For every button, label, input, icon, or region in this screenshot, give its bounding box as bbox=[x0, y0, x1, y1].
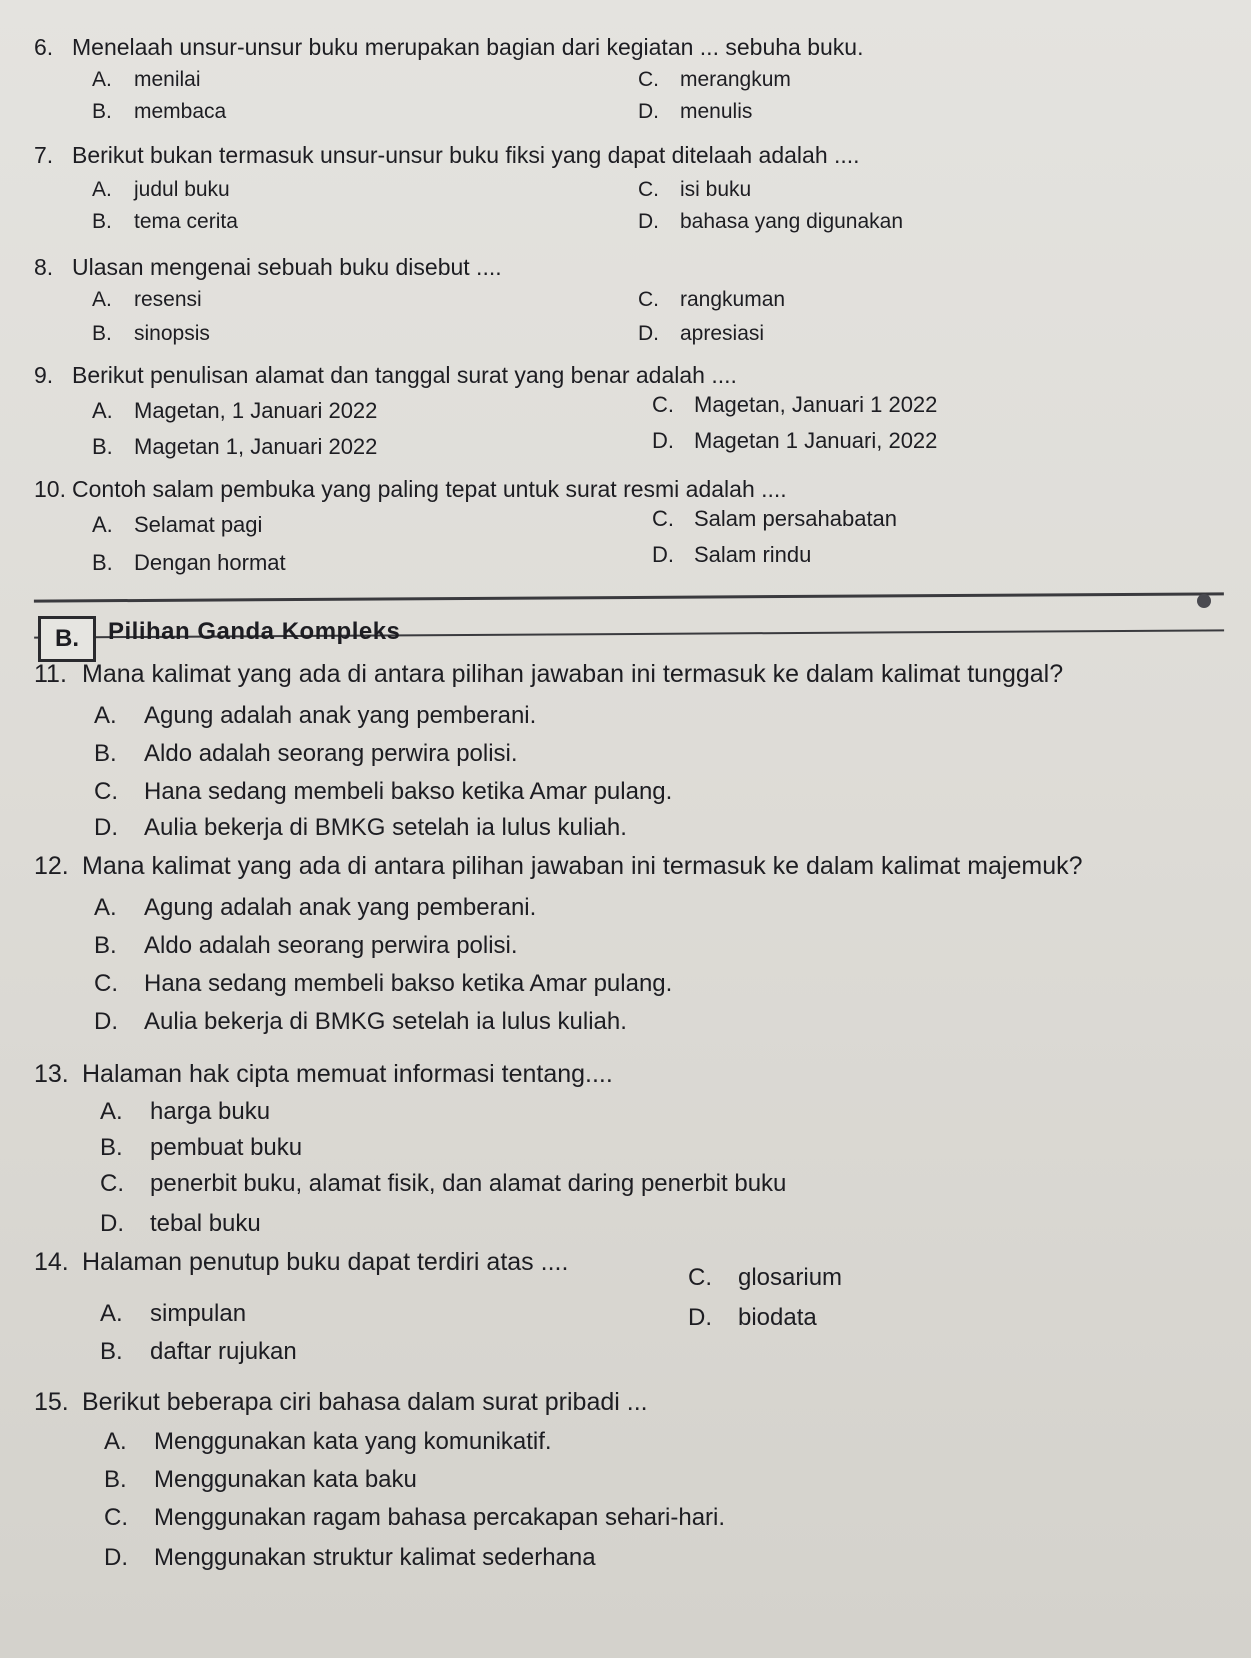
option-10a[interactable]: A. Selamat pagi bbox=[92, 512, 263, 537]
question-9: 9. Berikut penulisan alamat dan tanggal surat yang benar adalah .... bbox=[34, 362, 737, 388]
option-6b[interactable]: B. membaca bbox=[92, 100, 227, 123]
option-8c[interactable]: C. rangkuman bbox=[638, 288, 786, 311]
option-12c[interactable]: C. Hana sedang membeli bakso ketika Amar pulang. bbox=[94, 970, 673, 997]
option-14a[interactable]: A. simpulan bbox=[100, 1300, 247, 1327]
question-6 bbox=[34, 34, 863, 61]
option-14d[interactable]: D. biodata bbox=[688, 1304, 817, 1331]
question-14: 14. Halaman penutup buku dapat terdiri atas .... bbox=[34, 1248, 569, 1276]
option-15b[interactable]: B. Menggunakan kata baku bbox=[104, 1466, 417, 1493]
option-8d[interactable]: D. apresiasi bbox=[638, 322, 765, 345]
option-12d[interactable]: D. Aulia bekerja di BMKG setelah ia lulus kuliah. bbox=[94, 1008, 627, 1035]
option-8b[interactable]: B. sinopsis bbox=[92, 322, 210, 345]
option-6d[interactable]: D. menulis bbox=[638, 100, 753, 123]
option-7a[interactable]: A. judul buku bbox=[92, 178, 230, 201]
question-10: 10. Contoh salam pembuka yang paling tepat untuk surat resmi adalah .... bbox=[34, 476, 787, 502]
option-11a[interactable]: A. Agung adalah anak yang pemberani. bbox=[94, 702, 537, 729]
option-12b[interactable]: B. Aldo adalah seorang perwira polisi. bbox=[94, 932, 518, 959]
option-9b[interactable]: B. Magetan 1, Januari 2022 bbox=[92, 434, 378, 459]
option-7d[interactable]: D. bahasa yang digunakan bbox=[638, 210, 904, 233]
option-6a[interactable]: A. menilai bbox=[92, 68, 201, 91]
option-10b[interactable]: B. Dengan hormat bbox=[92, 550, 286, 575]
option-10d[interactable]: D. Salam rindu bbox=[652, 542, 812, 567]
option-9c[interactable]: C. Magetan, Januari 1 2022 bbox=[652, 392, 938, 417]
question-number: 6. bbox=[34, 34, 54, 60]
option-7b[interactable]: B. tema cerita bbox=[92, 210, 238, 233]
question-8: 8. Ulasan mengenai sebuah buku disebut .... bbox=[34, 254, 502, 280]
question-7: 7. Berikut bukan termasuk unsur-unsur buku fiksi yang dapat ditelaah adalah .... bbox=[34, 142, 860, 168]
section-title: Pilihan Ganda Kompleks bbox=[108, 618, 401, 645]
option-13a[interactable]: A. harga buku bbox=[100, 1098, 271, 1125]
option-11d[interactable]: D. Aulia bekerja di BMKG setelah ia lulus kuliah. bbox=[94, 814, 627, 841]
option-13b[interactable]: B. pembuat buku bbox=[100, 1134, 303, 1161]
option-6c[interactable]: C. merangkum bbox=[638, 68, 791, 91]
binder-hole-icon bbox=[1197, 594, 1211, 608]
option-11c[interactable]: C. Hana sedang membeli bakso ketika Amar pulang. bbox=[94, 778, 673, 805]
option-9d[interactable]: D. Magetan 1 Januari, 2022 bbox=[652, 428, 938, 453]
option-15c[interactable]: C. Menggunakan ragam bahasa percakapan sehari-hari. bbox=[104, 1504, 726, 1531]
option-11b[interactable]: B. Aldo adalah seorang perwira polisi. bbox=[94, 740, 518, 767]
question-11: 11. Mana kalimat yang ada di antara pilihan jawaban ini termasuk ke dalam kalimat tunggal? bbox=[34, 660, 1064, 688]
option-13d[interactable]: D. tebal buku bbox=[100, 1210, 261, 1237]
option-15d[interactable]: D. Menggunakan struktur kalimat sederhana bbox=[104, 1544, 596, 1571]
option-7c[interactable]: C. isi buku bbox=[638, 178, 752, 201]
option-14b[interactable]: B. daftar rujukan bbox=[100, 1338, 297, 1365]
question-15: 15. Berikut beberapa ciri bahasa dalam surat pribadi ... bbox=[34, 1388, 648, 1416]
option-10c[interactable]: C. Salam persahabatan bbox=[652, 506, 898, 531]
question-12: 12. Mana kalimat yang ada di antara pilihan jawaban ini termasuk ke dalam kalimat majemuk? bbox=[34, 852, 1083, 880]
option-13c[interactable]: C. penerbit buku, alamat fisik, dan alamat daring penerbit buku bbox=[100, 1170, 787, 1197]
section-label: B. bbox=[38, 616, 96, 662]
question-13: 13. Halaman hak cipta memuat informasi tentang.... bbox=[34, 1060, 613, 1088]
question-text: Menelaah unsur-unsur buku merupakan bagian dari kegiatan ... sebuha buku. bbox=[72, 34, 864, 60]
option-14c[interactable]: C. glosarium bbox=[688, 1264, 843, 1291]
option-9a[interactable]: A. Magetan, 1 Januari 2022 bbox=[92, 398, 378, 423]
option-12a[interactable]: A. Agung adalah anak yang pemberani. bbox=[94, 894, 537, 921]
option-8a[interactable]: A. resensi bbox=[92, 288, 202, 311]
option-15a[interactable]: A. Menggunakan kata yang komunikatif. bbox=[104, 1428, 552, 1455]
